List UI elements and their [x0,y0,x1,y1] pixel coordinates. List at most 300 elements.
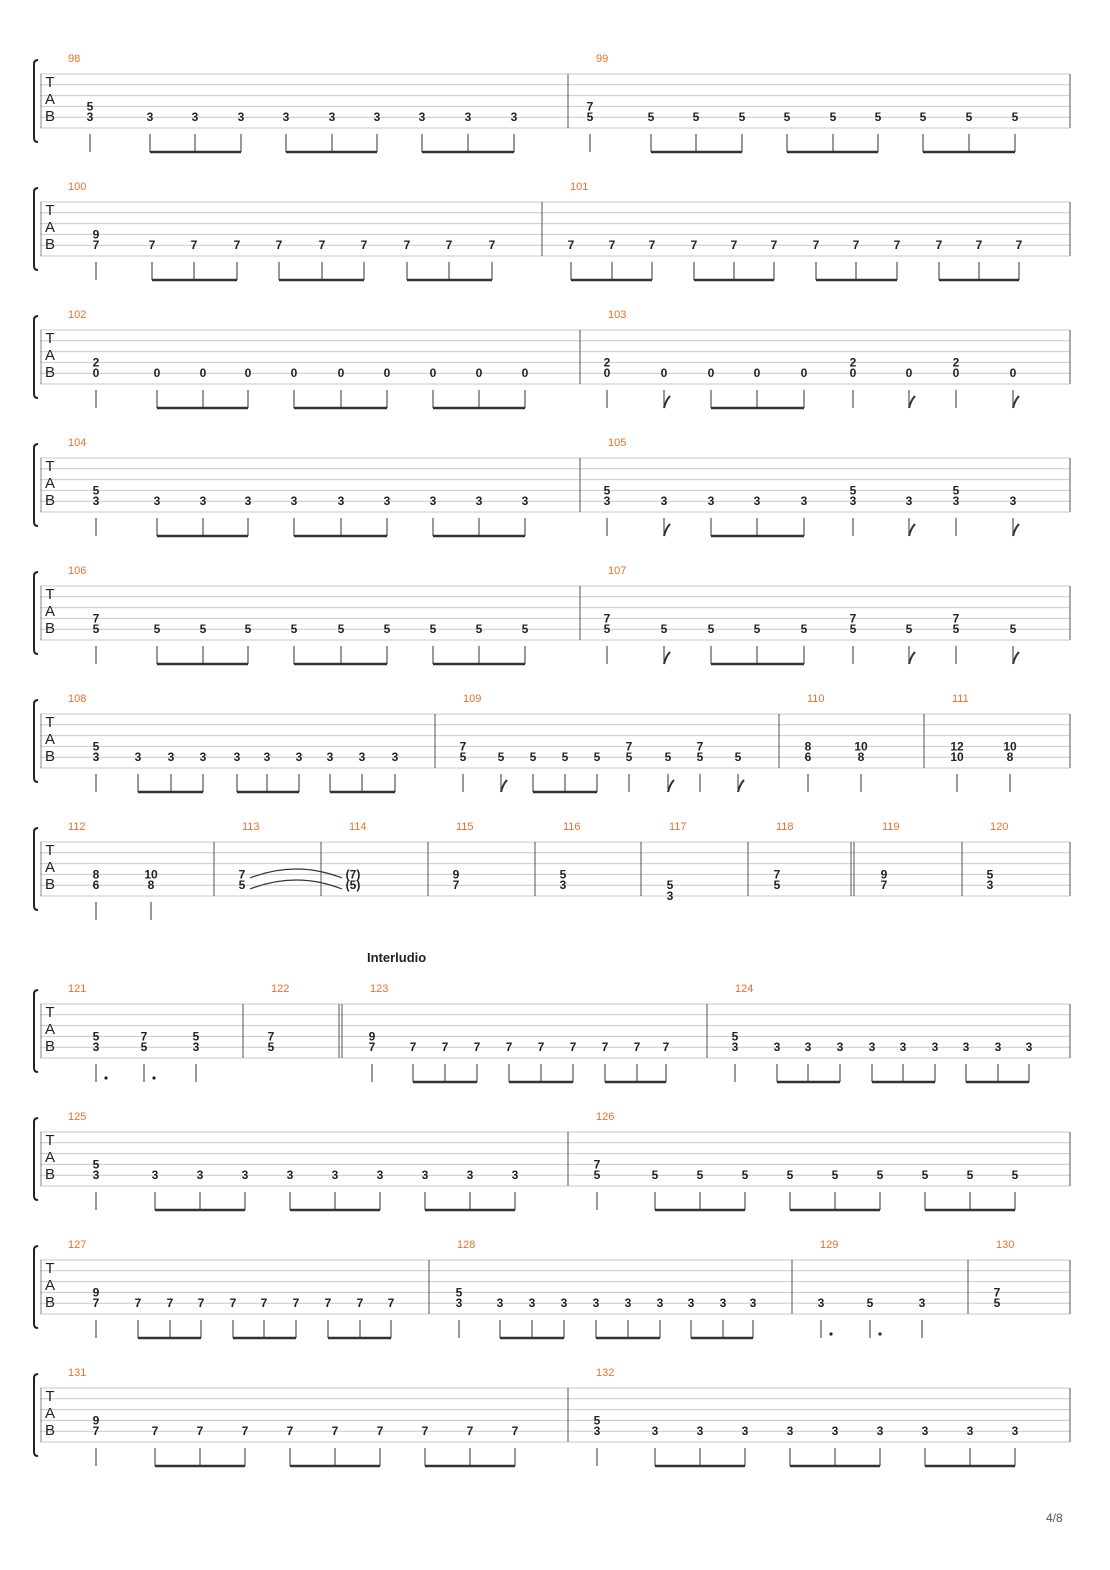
fret-number: 7 [648,238,656,253]
fret-number: 7 [241,1424,249,1439]
staff-system [34,309,1070,408]
fret-number: 7 [1015,238,1023,253]
tab-letter-t: T [45,714,55,731]
fret-number: 7 [593,1157,601,1172]
fret-number: 3 [421,1168,429,1183]
eighth-flag [664,652,670,664]
fret-number: 3 [559,878,567,893]
rhythm-dot [152,1076,155,1079]
tab-letter-a: A [44,91,56,108]
fret-number: 8 [804,739,812,754]
fret-number: 5 [290,622,298,637]
measure-number: 123 [370,983,389,995]
fret-number: 7 [148,238,156,253]
fret-number: 7 [445,238,453,253]
fret-number: 7 [770,238,778,253]
fret-number: 3 [931,1040,939,1055]
fret-number: 3 [773,1040,781,1055]
page-number: 4/8 [1046,1511,1063,1525]
fret-number: 3 [282,110,290,125]
fret-number: 5 [849,483,857,498]
fret-number: 0 [707,366,715,381]
tab-letter-t: T [45,842,55,859]
fret-number: 5 [603,483,611,498]
fret-number: 3 [707,494,715,509]
fret-number: 5 [741,1168,749,1183]
fret-number: 3 [696,1424,704,1439]
fret-number: 3 [918,1296,926,1311]
fret-number: 5 [800,622,808,637]
fret-number: 5 [561,750,569,765]
fret-number: 5 [475,622,483,637]
fret-number: 0 [952,366,960,381]
fret-number: 5 [731,1029,739,1044]
fret-number: 3 [876,1424,884,1439]
rhythm-dot [104,1076,107,1079]
tab-letter-a: A [44,603,56,620]
fret-number: 5 [92,622,100,637]
fret-number: 3 [241,1168,249,1183]
fret-number: 3 [290,494,298,509]
eighth-flag [1013,652,1019,664]
system-bracket [34,1374,38,1456]
tab-letter-b: B [44,620,56,637]
measure-number: 106 [68,565,87,577]
measure-number: 113 [242,821,260,833]
fret-number: 3 [391,750,399,765]
fret-number: 3 [92,1168,100,1183]
tab-letter-b: B [44,1038,56,1055]
fret-number: 3 [455,1296,463,1311]
tab-letter-a: A [44,859,56,876]
fret-number: 0 [1009,366,1017,381]
fret-number: 0 [383,366,391,381]
fret-number: 5 [92,1029,100,1044]
tab-letter-b: B [44,1422,56,1439]
fret-number: 7 [696,739,704,754]
tab-letter-b: B [44,876,56,893]
fret-number: 3 [731,1040,739,1055]
measure-number: 102 [68,309,87,321]
fret-number: 3 [952,494,960,509]
fret-number: 7 [356,1296,364,1311]
fret-number: 3 [592,1296,600,1311]
fret-number: 7 [975,238,983,253]
fret-number: 7 [403,238,411,253]
fret-number: 3 [475,494,483,509]
staff-system [34,693,1070,792]
staff-system [34,565,1070,664]
fret-number: 5 [696,750,704,765]
rhythm-dot [878,1332,881,1335]
fret-number: 3 [92,494,100,509]
fret-number: 9 [92,1413,100,1428]
tab-letter-t: T [45,586,55,603]
tab-letter-b: B [44,1166,56,1183]
fret-number: 5 [734,750,742,765]
fret-number: 7 [466,1424,474,1439]
fret-number: 0 [849,366,857,381]
fret-number: 10 [1003,739,1017,754]
fret-number: 3 [741,1424,749,1439]
fret-number: 3 [151,1168,159,1183]
fret-number: 5 [92,483,100,498]
fret-number: 3 [528,1296,536,1311]
measure-number: 112 [68,821,86,833]
fret-number: 5 [921,1168,929,1183]
staff-system [34,181,1070,280]
fret-number: 0 [153,366,161,381]
fret-number: 9 [368,1029,376,1044]
fret-number: 5 [966,1168,974,1183]
fret-number: 7 [292,1296,300,1311]
fret-number: 7 [190,238,198,253]
fret-number: 5 [692,110,700,125]
eighth-flag [1013,524,1019,536]
fret-number: 3 [831,1424,839,1439]
tab-letter-a: A [44,219,56,236]
fret-number: 3 [836,1040,844,1055]
fret-number: 12 [950,739,964,754]
fret-number: 3 [191,110,199,125]
fret-number: 5 [666,878,674,893]
system-bracket [34,700,38,782]
fret-number: 5 [829,110,837,125]
fret-number: 0 [337,366,345,381]
fret-number: 7 [893,238,901,253]
fret-number: 5 [593,1413,601,1428]
fret-number: 3 [373,110,381,125]
fret-number: 7 [603,611,611,626]
fret-number: 5 [559,867,567,882]
system-bracket [34,572,38,654]
fret-number: 3 [868,1040,876,1055]
staff-system [34,1111,1070,1210]
fret-number: 5 [429,622,437,637]
fret-number: 7 [880,878,888,893]
fret-number: 3 [192,1040,200,1055]
fret-number: 8 [147,878,155,893]
fret-number: 7 [324,1296,332,1311]
measure-number: 108 [68,693,87,705]
tab-letter-t: T [45,458,55,475]
fret-number: 5 [651,1168,659,1183]
fret-number: 6 [92,878,100,893]
fret-number: 5 [965,110,973,125]
eighth-flag [909,524,915,536]
fret-number: 3 [521,494,529,509]
fret-number: 7 [267,1029,275,1044]
fret-number: 7 [812,238,820,253]
fret-number: 2 [849,355,857,370]
fret-number: 3 [899,1040,907,1055]
tab-letter-b: B [44,364,56,381]
fret-number: 7 [935,238,943,253]
fret-number: 0 [199,366,207,381]
fret-number: 5 [993,1296,1001,1311]
tie-arc [250,880,342,889]
fret-number: 7 [134,1296,142,1311]
fret-number: 5 [905,622,913,637]
fret-number: 3 [331,1168,339,1183]
fret-number: 7 [331,1424,339,1439]
fret-number: 0 [429,366,437,381]
tab-letter-a: A [44,1021,56,1038]
fret-number: 7 [586,99,594,114]
fret-number: 3 [560,1296,568,1311]
fret-number: 7 [92,238,100,253]
fret-number: (7) [345,867,361,882]
fret-number: 3 [804,1040,812,1055]
fret-number: 7 [537,1040,545,1055]
fret-number: 5 [529,750,537,765]
fret-number: 0 [92,366,100,381]
fret-number: 5 [876,1168,884,1183]
measure-number: 127 [68,1239,87,1251]
eighth-flag [909,396,915,408]
measure-number: 103 [608,309,627,321]
measure-number: 126 [596,1111,615,1123]
fret-number: 3 [466,1168,474,1183]
fret-number: 7 [275,238,283,253]
fret-number: 2 [92,355,100,370]
eighth-flag [738,780,744,792]
tie-arc [250,869,342,878]
fret-number: 6 [804,750,812,765]
fret-number: 3 [418,110,426,125]
measure-number: 115 [456,821,474,833]
fret-number: 3 [244,494,252,509]
fret-number: 5 [986,867,994,882]
fret-number: 7 [730,238,738,253]
fret-number: 10 [950,750,964,765]
fret-number: 7 [368,1040,376,1055]
fret-number: 5 [786,1168,794,1183]
fret-number: 7 [488,238,496,253]
measure-number: 129 [820,1239,839,1251]
fret-number: 5 [586,110,594,125]
tab-letter-t: T [45,202,55,219]
fret-number: 7 [505,1040,513,1055]
fret-number: 0 [603,366,611,381]
tab-letter-t: T [45,1004,55,1021]
fret-number: 3 [986,878,994,893]
fret-number: 7 [286,1424,294,1439]
fret-number: 7 [92,1296,100,1311]
fret-number: 3 [593,1424,601,1439]
fret-number: 3 [286,1168,294,1183]
fret-number: 7 [849,611,857,626]
fret-number: 0 [521,366,529,381]
fret-number: 5 [337,622,345,637]
fret-number: 3 [817,1296,825,1311]
fret-number: 5 [86,99,94,114]
fret-number: 7 [233,238,241,253]
fret-number: 7 [690,238,698,253]
staff-system [34,821,1070,920]
fret-number: 0 [290,366,298,381]
fret-number: 3 [1009,494,1017,509]
fret-number: 3 [719,1296,727,1311]
fret-number: 5 [783,110,791,125]
system-bracket [34,1246,38,1328]
fret-number: 7 [601,1040,609,1055]
fret-number: 3 [1025,1040,1033,1055]
fret-number: 7 [318,238,326,253]
fret-number: 5 [849,622,857,637]
fret-number: 7 [567,238,575,253]
tab-letter-a: A [44,347,56,364]
tab-letter-t: T [45,1132,55,1149]
fret-number: 5 [383,622,391,637]
fret-number: 3 [383,494,391,509]
fret-number: 5 [696,1168,704,1183]
fret-number: 5 [866,1296,874,1311]
measure-number: 125 [68,1111,87,1123]
fret-number: 3 [1011,1424,1019,1439]
fret-number: 5 [244,622,252,637]
measure-number: 131 [68,1367,87,1379]
fret-number: 3 [786,1424,794,1439]
measure-number: 132 [596,1367,615,1379]
fret-number: 3 [624,1296,632,1311]
fret-number: 3 [749,1296,757,1311]
fret-number: 0 [660,366,668,381]
fret-number: 3 [295,750,303,765]
fret-number: 3 [328,110,336,125]
fret-number: 5 [952,483,960,498]
fret-number: 0 [800,366,808,381]
fret-number: 5 [831,1168,839,1183]
system-bracket [34,828,38,910]
fret-number: 3 [376,1168,384,1183]
system-bracket [34,188,38,270]
fret-number: 5 [153,622,161,637]
fret-number: 7 [260,1296,268,1311]
fret-number: 3 [464,110,472,125]
fret-number: 10 [144,867,158,882]
system-bracket [34,1118,38,1200]
fret-number: 5 [773,878,781,893]
fret-number: 3 [660,494,668,509]
tab-letter-t: T [45,1260,55,1277]
fret-number: 5 [238,878,246,893]
fret-number: 3 [429,494,437,509]
fret-number: 7 [151,1424,159,1439]
fret-number: 7 [376,1424,384,1439]
tab-letter-b: B [44,108,56,125]
fret-number: 3 [196,1168,204,1183]
fret-number: 3 [86,110,94,125]
tab-letter-a: A [44,475,56,492]
fret-number: 0 [244,366,252,381]
fret-number: 3 [656,1296,664,1311]
fret-number: 9 [92,1285,100,1300]
fret-number: 3 [962,1040,970,1055]
fret-number: 2 [952,355,960,370]
fret-number: 3 [800,494,808,509]
fret-number: 7 [140,1029,148,1044]
fret-number: 7 [608,238,616,253]
measure-number: 128 [457,1239,476,1251]
fret-number: 7 [92,611,100,626]
eighth-flag [909,652,915,664]
measure-number: 109 [463,693,482,705]
fret-number: 5 [1009,622,1017,637]
fret-number: 7 [662,1040,670,1055]
fret-number: 7 [92,1424,100,1439]
fret-number: 5 [521,622,529,637]
measure-number: 110 [807,693,825,705]
staff-system [34,53,1070,152]
fret-number: 7 [360,238,368,253]
fret-number: 5 [874,110,882,125]
system-bracket [34,316,38,398]
fret-number: 3 [496,1296,504,1311]
fret-number: 3 [92,750,100,765]
fret-number: 3 [511,1168,519,1183]
fret-number: 3 [905,494,913,509]
fret-number: 5 [92,1157,100,1172]
eighth-flag [668,780,674,792]
fret-number: 5 [497,750,505,765]
fret-number: 3 [687,1296,695,1311]
fret-number: 7 [452,878,460,893]
fret-number: 9 [880,867,888,882]
measure-number: 105 [608,437,627,449]
eighth-flag [501,780,507,792]
fret-number: 8 [1006,750,1014,765]
tab-letter-b: B [44,492,56,509]
fret-number: 7 [459,739,467,754]
fret-number: 7 [409,1040,417,1055]
fret-number: 5 [660,622,668,637]
fret-number: 3 [233,750,241,765]
fret-number: 3 [666,889,674,903]
eighth-flag [1013,396,1019,408]
fret-number: 5 [267,1040,275,1055]
measure-number: 100 [68,181,87,193]
measure-number: 98 [68,53,81,65]
fret-number: 7 [387,1296,395,1311]
fret-number: 5 [707,622,715,637]
fret-number: 3 [651,1424,659,1439]
staff-system [34,983,1070,1082]
measure-number: 101 [570,181,589,193]
measure-number: 114 [349,821,367,833]
measure-number: 119 [882,821,900,833]
system-bracket [34,60,38,142]
fret-number: 3 [134,750,142,765]
fret-number: 3 [237,110,245,125]
fret-number: 3 [849,494,857,509]
tab-letter-b: B [44,748,56,765]
staff-system [34,1367,1070,1466]
tab-letter-t: T [45,74,55,91]
fret-number: 5 [1011,1168,1019,1183]
fret-number: 7 [569,1040,577,1055]
tab-letter-b: B [44,1294,56,1311]
eighth-flag [664,524,670,536]
fret-number: 0 [475,366,483,381]
fret-number: 3 [146,110,154,125]
eighth-flag [664,396,670,408]
fret-number: 7 [852,238,860,253]
measure-number: 116 [563,821,581,833]
fret-number: 5 [603,622,611,637]
fret-number: 3 [199,750,207,765]
tab-letter-a: A [44,1405,56,1422]
